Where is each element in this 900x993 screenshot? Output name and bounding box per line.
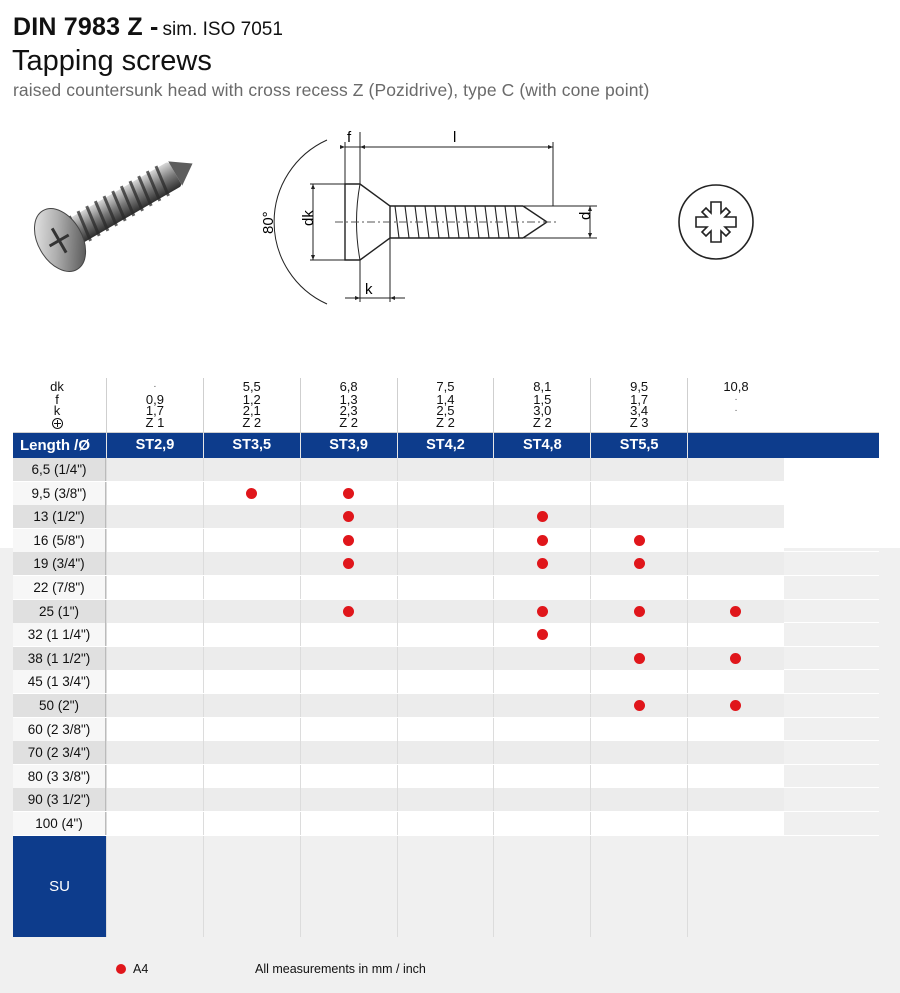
table-row (13, 765, 879, 789)
availability-cell (397, 600, 494, 623)
availability-cell (493, 694, 590, 717)
availability-cell (397, 741, 494, 764)
dim-label-angle: 80° (260, 211, 277, 234)
param-empty-cell (687, 416, 784, 432)
size-table (13, 378, 879, 937)
availability-cell (106, 694, 203, 717)
availability-cell (203, 505, 300, 528)
dim-label-k: k (365, 281, 373, 298)
availability-dot-icon (537, 511, 548, 522)
su-row (13, 836, 879, 937)
row-length: 70 (2 3/4") (13, 741, 106, 764)
row-length: 22 (7/8") (13, 576, 106, 599)
row-length: 16 (5/8") (13, 529, 106, 552)
availability-cell (687, 694, 784, 717)
availability-dot-icon (634, 558, 645, 569)
availability-cell (687, 812, 784, 835)
title-code: DIN 7983 Z - (13, 13, 159, 41)
availability-cell (590, 623, 687, 646)
page-title (13, 13, 283, 42)
param-value: 1,5 (493, 394, 590, 405)
row-length: 19 (3/4") (13, 552, 106, 575)
availability-dot-icon (537, 558, 548, 569)
row-length: 90 (3 1/2") (13, 788, 106, 811)
availability-cell (203, 529, 300, 552)
su-cell (687, 836, 784, 937)
param-row-drive (13, 416, 879, 433)
su-label: SU (13, 836, 106, 937)
pozidrive-recess-icon (676, 182, 756, 262)
availability-dot-icon (537, 606, 548, 617)
param-value: Z 2 (397, 416, 494, 432)
availability-cell (493, 600, 590, 623)
table-row (13, 741, 879, 765)
param-value: 0,9 (106, 394, 203, 405)
param-value: 1,2 (203, 394, 300, 405)
availability-cell (590, 552, 687, 575)
table-row (13, 505, 879, 529)
availability-cell (300, 482, 397, 505)
param-value: 3,4 (590, 405, 687, 416)
availability-cell (590, 812, 687, 835)
row-length: 60 (2 3/8") (13, 718, 106, 741)
availability-dot-icon (634, 535, 645, 546)
availability-cell (106, 576, 203, 599)
param-value: Z 2 (493, 416, 590, 432)
header-size: ST2,9 (106, 433, 203, 458)
row-length: 45 (1 3/4") (13, 670, 106, 693)
header-size: ST3,5 (203, 433, 300, 458)
param-value: 1,4 (397, 394, 494, 405)
availability-dot-icon (343, 558, 354, 569)
param-value: 2,5 (397, 405, 494, 416)
availability-cell (106, 718, 203, 741)
dim-label-l: l (453, 129, 457, 146)
header-empty (687, 433, 784, 458)
availability-cell (203, 576, 300, 599)
su-cell (106, 836, 203, 937)
header-size: ST5,5 (590, 433, 687, 458)
measurement-note: All measurements in mm / inch (255, 962, 426, 976)
availability-cell (397, 458, 494, 481)
row-length: 38 (1 1/2") (13, 647, 106, 670)
availability-cell (397, 765, 494, 788)
availability-cell (687, 505, 784, 528)
availability-cell (106, 788, 203, 811)
availability-cell (106, 812, 203, 835)
availability-cell (590, 529, 687, 552)
param-value: Z 1 (106, 416, 203, 432)
row-length: 25 (1") (13, 600, 106, 623)
availability-cell (203, 718, 300, 741)
param-label: dk (50, 379, 64, 394)
availability-cell (590, 458, 687, 481)
availability-dot-icon (246, 488, 257, 499)
header-size: ST4,8 (493, 433, 590, 458)
page-subtitle: Tapping screws (12, 45, 212, 77)
row-length: 9,5 (3/8") (13, 482, 106, 505)
availability-cell (300, 718, 397, 741)
availability-cell (493, 718, 590, 741)
availability-cell (397, 529, 494, 552)
table-row (13, 812, 879, 836)
availability-cell (397, 718, 494, 741)
availability-cell (300, 623, 397, 646)
availability-cell (397, 647, 494, 670)
availability-cell (687, 600, 784, 623)
table-row (13, 576, 879, 600)
availability-cell (397, 576, 494, 599)
availability-cell (493, 812, 590, 835)
availability-cell (106, 600, 203, 623)
availability-cell (106, 765, 203, 788)
availability-cell (203, 552, 300, 575)
param-value: 6,8 (300, 378, 397, 395)
availability-cell (687, 647, 784, 670)
param-value: 2,1 (203, 405, 300, 416)
table-row (13, 788, 879, 812)
param-value: Z 3 (590, 416, 687, 432)
availability-cell (687, 576, 784, 599)
availability-cell (493, 647, 590, 670)
dim-label-f: f (347, 129, 352, 146)
availability-cell (397, 694, 494, 717)
availability-dot-icon (343, 535, 354, 546)
availability-cell (300, 694, 397, 717)
param-empty-cell: · (106, 378, 203, 395)
availability-cell (590, 600, 687, 623)
availability-cell (590, 741, 687, 764)
availability-cell (397, 505, 494, 528)
availability-cell (203, 812, 300, 835)
availability-cell (300, 600, 397, 623)
availability-cell (203, 623, 300, 646)
row-length: 80 (3 3/8") (13, 765, 106, 788)
availability-cell (106, 552, 203, 575)
availability-cell (300, 741, 397, 764)
availability-cell (687, 458, 784, 481)
dim-label-dk: dk (300, 210, 317, 226)
availability-cell (106, 670, 203, 693)
legend-material: A4 (133, 962, 149, 976)
row-length: 100 (4") (13, 812, 106, 835)
su-cell (397, 836, 494, 937)
table-row (13, 529, 879, 553)
availability-cell (590, 505, 687, 528)
availability-cell (300, 576, 397, 599)
availability-dot-icon (634, 653, 645, 664)
availability-dot-icon (730, 700, 741, 711)
availability-cell (300, 647, 397, 670)
availability-cell (300, 788, 397, 811)
row-length: 32 (1 1/4") (13, 623, 106, 646)
row-length: 6,5 (1/4") (13, 458, 106, 481)
param-empty-cell: · (687, 405, 784, 416)
row-length: 50 (2") (13, 694, 106, 717)
availability-cell (590, 647, 687, 670)
availability-cell (203, 670, 300, 693)
availability-cell (590, 482, 687, 505)
availability-cell (687, 552, 784, 575)
su-cell (203, 836, 300, 937)
availability-cell (493, 741, 590, 764)
availability-cell (397, 812, 494, 835)
param-label: k (53, 403, 61, 418)
availability-dot-icon (537, 629, 548, 640)
availability-dot-icon (634, 606, 645, 617)
param-label: f (55, 392, 59, 407)
availability-cell (687, 741, 784, 764)
availability-cell (300, 458, 397, 481)
availability-dot-icon (634, 700, 645, 711)
availability-cell (493, 623, 590, 646)
param-value: 5,5 (203, 378, 300, 395)
table-row (13, 623, 879, 647)
availability-cell (203, 600, 300, 623)
availability-cell (203, 482, 300, 505)
param-value: 7,5 (397, 378, 494, 395)
param-value: 9,5 (590, 378, 687, 395)
availability-cell (106, 529, 203, 552)
availability-cell (590, 765, 687, 788)
availability-cell (300, 552, 397, 575)
availability-cell (590, 694, 687, 717)
su-cell (300, 836, 397, 937)
availability-cell (493, 505, 590, 528)
availability-cell (203, 647, 300, 670)
param-empty-cell: · (687, 394, 784, 405)
availability-cell (203, 458, 300, 481)
param-value: 1,7 (106, 405, 203, 416)
availability-cell (687, 623, 784, 646)
availability-cell (493, 529, 590, 552)
table-body (13, 458, 879, 836)
availability-cell (493, 765, 590, 788)
header-length: Length /Ø (20, 437, 90, 454)
param-value: Z 2 (300, 416, 397, 432)
param-value: Z 2 (203, 416, 300, 432)
availability-cell (493, 482, 590, 505)
availability-cell (590, 670, 687, 693)
header-size: ST4,2 (397, 433, 494, 458)
availability-cell (300, 505, 397, 528)
screw-photo (12, 130, 207, 295)
title-similar: sim. ISO 7051 (162, 19, 283, 40)
availability-cell (493, 576, 590, 599)
availability-cell (493, 458, 590, 481)
row-length: 13 (1/2") (13, 505, 106, 528)
param-value: 3,0 (493, 405, 590, 416)
su-cell (493, 836, 590, 937)
availability-cell (300, 765, 397, 788)
dim-label-d: d (577, 211, 594, 220)
availability-cell (106, 505, 203, 528)
param-value: 2,3 (300, 405, 397, 416)
table-row (13, 482, 879, 506)
availability-cell (687, 765, 784, 788)
availability-cell (687, 482, 784, 505)
table-row (13, 552, 879, 576)
availability-cell (687, 718, 784, 741)
availability-cell (106, 741, 203, 764)
table-row (13, 458, 879, 482)
availability-cell (300, 529, 397, 552)
table-row (13, 694, 879, 718)
technical-drawing (245, 122, 605, 317)
availability-cell (106, 482, 203, 505)
availability-cell (203, 788, 300, 811)
availability-cell (300, 670, 397, 693)
su-cell (590, 836, 687, 937)
availability-cell (203, 694, 300, 717)
availability-dot-icon (537, 535, 548, 546)
table-header (13, 433, 879, 458)
availability-dot-icon (730, 606, 741, 617)
availability-cell (106, 458, 203, 481)
availability-cell (687, 788, 784, 811)
availability-cell (590, 718, 687, 741)
availability-cell (397, 623, 494, 646)
availability-dot-icon (730, 653, 741, 664)
page-description: raised countersunk head with cross recess Z (Pozidrive), type C (with cone point) (13, 80, 650, 100)
availability-cell (687, 670, 784, 693)
availability-cell (397, 482, 494, 505)
pozidrive-icon (52, 418, 63, 429)
availability-cell (203, 741, 300, 764)
availability-cell (203, 765, 300, 788)
availability-cell (397, 552, 494, 575)
table-row (13, 600, 879, 624)
param-value: 1,3 (300, 394, 397, 405)
legend (116, 962, 148, 976)
availability-cell (493, 788, 590, 811)
availability-dot-icon (343, 606, 354, 617)
param-value: 10,8 (687, 378, 784, 395)
availability-cell (493, 552, 590, 575)
availability-cell (687, 529, 784, 552)
param-value: 8,1 (493, 378, 590, 395)
param-value: 1,7 (590, 394, 687, 405)
param-label-drive (13, 416, 106, 432)
availability-cell (106, 647, 203, 670)
availability-cell (106, 623, 203, 646)
table-row (13, 647, 879, 671)
table-row (13, 718, 879, 742)
availability-dot-icon (343, 488, 354, 499)
table-row (13, 670, 879, 694)
availability-cell (397, 670, 494, 693)
availability-cell (590, 576, 687, 599)
availability-dot-icon (343, 511, 354, 522)
availability-cell (397, 788, 494, 811)
availability-cell (300, 812, 397, 835)
availability-cell (493, 670, 590, 693)
header-size: ST3,9 (300, 433, 397, 458)
availability-cell (590, 788, 687, 811)
legend-dot-icon (116, 964, 126, 974)
